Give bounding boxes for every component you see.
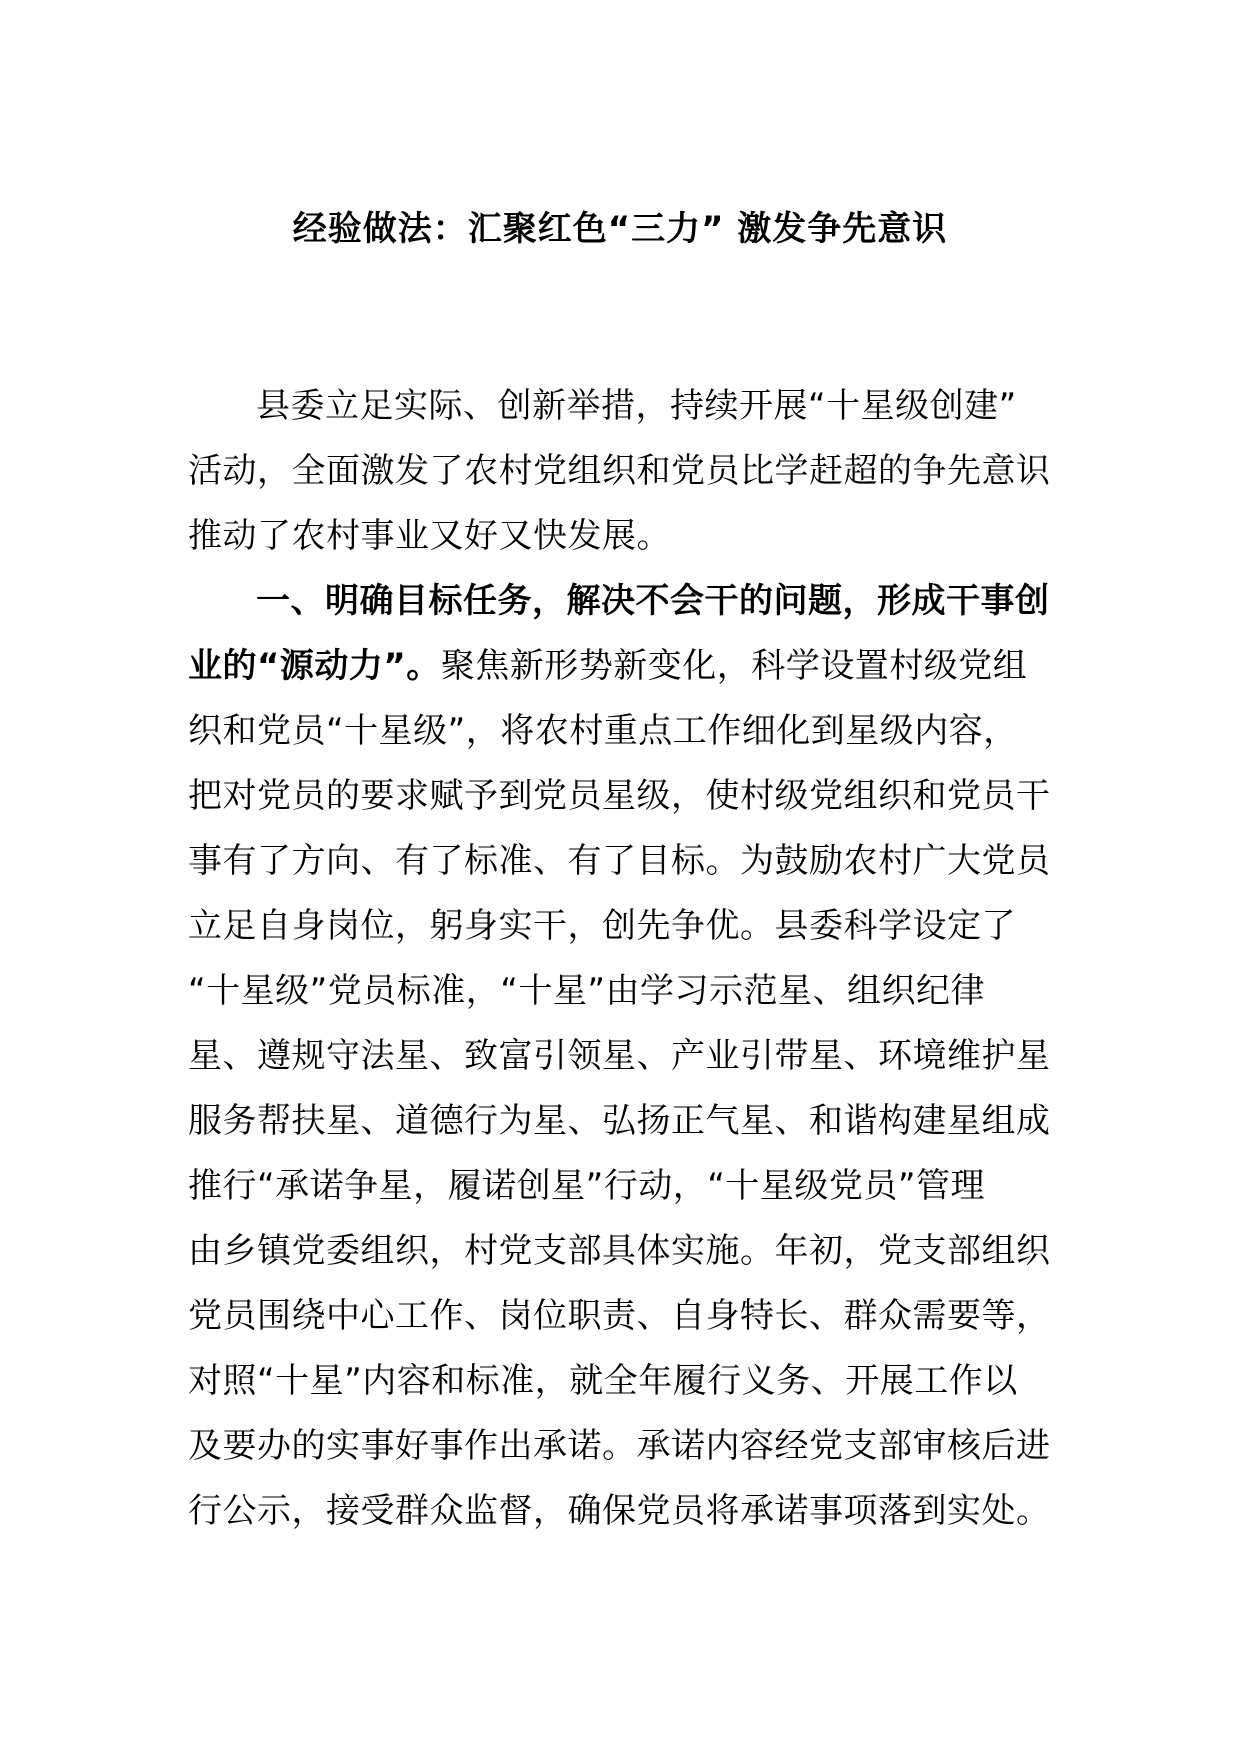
document-title: 经验做法：汇聚红色“三力” 激发争先意识 xyxy=(292,209,948,249)
line-text: 党员围绕中心工作、岗位职责、自身特长、群众需要等， xyxy=(188,1296,1051,1336)
line-text: 推动了农村事业又好又快发展。 xyxy=(188,516,671,556)
line-text: 织和党员“十星级”，将农村重点工作细化到星级内容， xyxy=(188,711,1018,751)
line-text: 聚焦新形势新变化，科学设置村级党组 xyxy=(440,646,1028,686)
text-line xyxy=(188,1154,1050,1219)
text-line xyxy=(188,894,1050,959)
line-text: 对照“十星”内容和标准，就全年履行义务、开展工作以 xyxy=(188,1361,1018,1401)
text-line xyxy=(188,569,1050,634)
text-line xyxy=(188,829,1050,894)
document-body xyxy=(188,374,1050,1544)
line-text: 星、遵规守法星、致富引领星、产业引带星、环境维护星 xyxy=(188,1036,1051,1076)
line-text: 立足自身岗位，躬身实干，创先争优。县委科学设定了 xyxy=(188,906,1016,946)
text-line xyxy=(188,1219,1050,1284)
text-line xyxy=(188,1479,1050,1544)
line-text: 把对党员的要求赋予到党员星级，使村级党组织和党员干 xyxy=(188,776,1051,816)
line-text: 由乡镇党委组织，村党支部具体实施。年初，党支部组织 xyxy=(188,1231,1051,1271)
text-line xyxy=(188,634,1050,699)
text-line xyxy=(188,1024,1050,1089)
text-line xyxy=(188,764,1050,829)
text-line xyxy=(188,1284,1050,1349)
line-text: 活动，全面激发了农村党组织和党员比学赶超的争先意识 xyxy=(188,451,1051,491)
text-line xyxy=(188,699,1050,764)
text-line xyxy=(188,959,1050,1024)
line-text: 推行“承诺争星，履诺创星”行动，“十星级党员”管理 xyxy=(188,1166,985,1206)
text-line xyxy=(188,1349,1050,1414)
text-line xyxy=(188,1414,1050,1479)
text-line xyxy=(188,439,1050,504)
line-text: “十星级”党员标准，“十星”由学习示范星、组织纪律 xyxy=(188,971,985,1011)
text-line xyxy=(188,1089,1050,1154)
line-text: 服务帮扶星、道德行为星、弘扬正气星、和谐构建星组成 xyxy=(188,1101,1051,1141)
text-line xyxy=(188,374,1050,439)
line-text: 行公示，接受群众监督，确保党员将承诺事项落到实处。 xyxy=(188,1491,1051,1531)
text-line xyxy=(188,504,1050,569)
section-heading: 业的“源动力”。 xyxy=(188,646,441,686)
line-text: 事有了方向、有了标准、有了目标。为鼓励农村广大党员 xyxy=(188,841,1051,881)
section-heading: 一、明确目标任务，解决不会干的问题，形成干事创 xyxy=(256,581,1050,621)
line-text: 及要办的实事好事作出承诺。承诺内容经党支部审核后进 xyxy=(188,1426,1051,1466)
line-text: 县委立足实际、创新举措，持续开展“十星级创建” xyxy=(256,386,1017,426)
